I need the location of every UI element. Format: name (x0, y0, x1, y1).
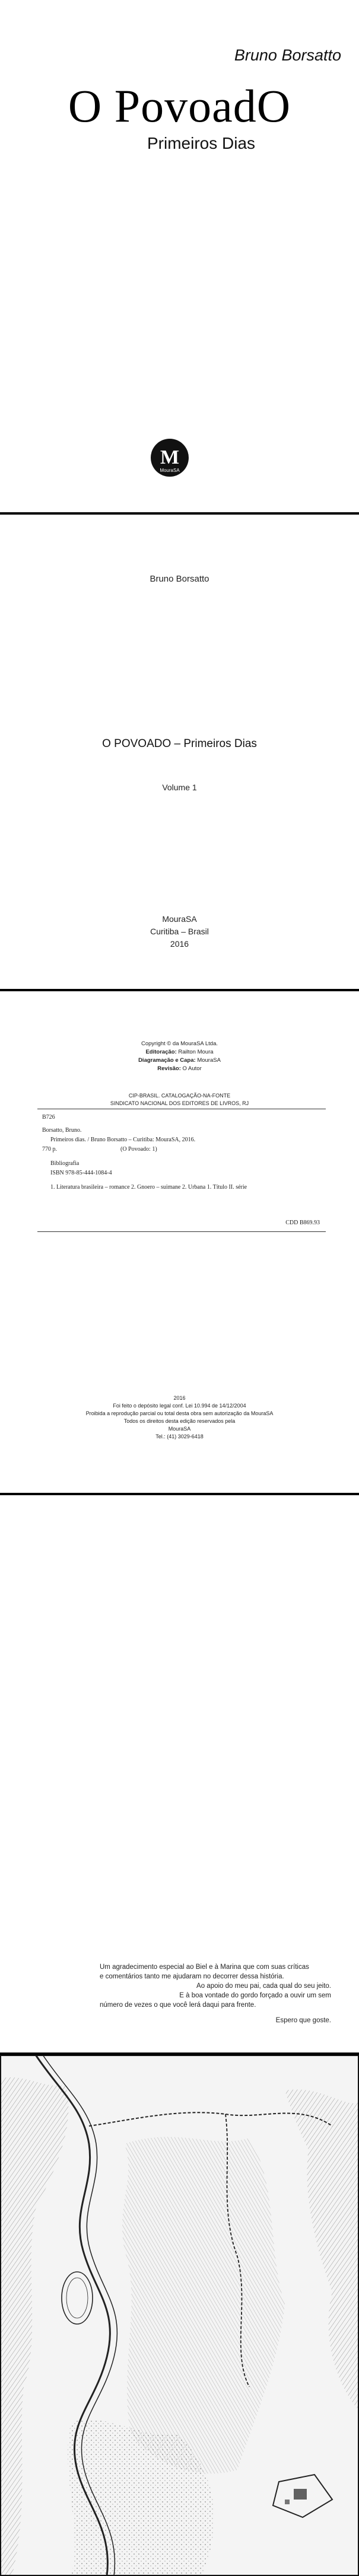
title-page-title: O POVOADO – Primeiros Dias (102, 738, 257, 750)
cip-isbn: ISBN 978-85-444-1084-4 (50, 1170, 112, 1176)
legal-notice (0, 1394, 359, 1441)
title-page-author: Bruno Borsatto (150, 574, 209, 584)
dedication-page (0, 1495, 359, 2052)
credits-block (0, 1040, 359, 1073)
review-line: Revisão: O Autor (157, 1065, 202, 1072)
dedication-line: Ao apoio do meu pai, cada qual do seu jeito. (196, 1983, 331, 1990)
copyright-page (0, 991, 359, 1493)
logo-letter: M (160, 446, 180, 468)
cip-header (0, 1092, 359, 1107)
cip-cdd: CDD B869.93 (285, 1220, 320, 1226)
cover-title: O PovoadO (68, 80, 291, 132)
cip-subtitle: SINDICATO NACIONAL DOS EDITORES DE LIVROS, RJ (110, 1100, 249, 1106)
cip-series: (O Povoado: 1) (120, 1146, 157, 1153)
imprint-publisher: MouraSA (162, 914, 197, 924)
title-page (0, 515, 359, 989)
dedication-line: e comentários tanto me ajudaram no decorrer dessa história. (100, 1973, 284, 1980)
legal-line: Todos os direitos desta edição reservados pela (123, 1418, 236, 1424)
legal-line: Proibida a reprodução parcial ou total desta obra sem autorização da MouraSA (85, 1410, 274, 1416)
dedication-line: E à boa vontade do gordo forçado a ouvir um sem (179, 1992, 331, 1999)
editor-line: Editoração: Railton Moura (145, 1049, 214, 1055)
imprint-city: Curitiba – Brasil (150, 927, 209, 936)
cip-author: Borsatto, Bruno. (42, 1127, 82, 1134)
title-page-volume: Volume 1 (162, 783, 197, 792)
map-illustration (0, 2055, 359, 2576)
dedication-line: Um agradecimento especial ao Biel e à Marina que com suas críticas (100, 1964, 309, 1971)
logo-text: MouraSA (160, 468, 180, 473)
cip-reference: Primeiros dias. / Bruno Borsatto – Curitiba: MouraSA, 2016. (50, 1137, 196, 1143)
imprint-year: 2016 (170, 939, 189, 949)
cip-pages: 770 p. (42, 1146, 57, 1153)
dedication-line: número de vezes o que você lerá daqui para frente. (100, 2002, 256, 2009)
legal-year: 2016 (173, 1395, 186, 1401)
cip-title: CIP-BRASIL. CATALOGAÇÃO-NA-FONTE (128, 1093, 231, 1099)
cover-subtitle: Primeiros Dias (147, 134, 256, 152)
legal-line: Tel.: (41) 3029-6418 (155, 1434, 204, 1439)
map-page (0, 2055, 359, 2576)
copyright-line: Copyright © da MouraSA Ltda. (141, 1040, 218, 1047)
legal-line: MouraSA (168, 1426, 191, 1432)
design-line: Diagramação e Capa: MouraSA (138, 1057, 221, 1064)
dedication-closing: Espero que goste. (275, 2017, 331, 2024)
cover-author: Bruno Borsatto (234, 46, 341, 64)
cip-record (37, 1109, 326, 1232)
title-page-imprint (0, 913, 359, 950)
cover-page (0, 0, 359, 512)
cip-subjects: 1. Literatura brasileira – romance 2. Gnoero – suimane 2. Urbana 1. Título II. série (50, 1184, 247, 1190)
dedication-text (100, 1962, 331, 2025)
cip-code: B726 (42, 1114, 55, 1121)
publisher-logo-icon (150, 438, 190, 478)
cip-bibliography: Bibliografia (50, 1160, 80, 1167)
legal-line: Foi feito o depósito legal conf. Lei 10.994 de 14/12/2004 (113, 1403, 246, 1409)
